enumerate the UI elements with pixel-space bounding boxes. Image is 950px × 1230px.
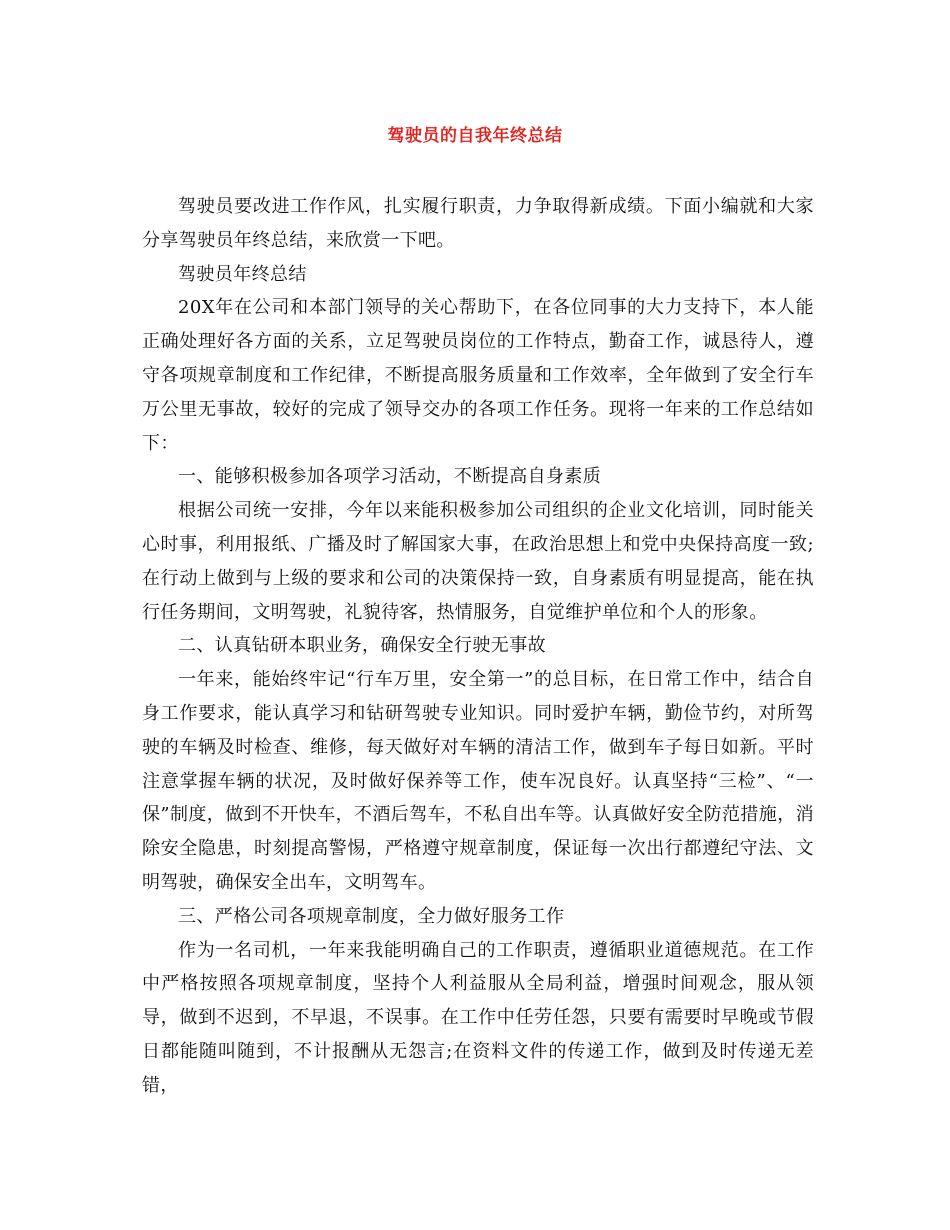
paragraph-intro: 驾驶员要改进工作作风，扎实履行职责，力争取得新成绩。下面小编就和大家分享驾驶员年终总结，来欣赏一下吧。 <box>142 196 814 251</box>
paragraph-section-2: 一年来，能始终牢记“行车万里，安全第一”的总目标，在日常工作中，结合自身工作要求，能认真学习和钻研驾驶专业知识。同时爱护车辆，勤俭节约，对所驾驶的车辆及时检查、维修，每天做好对车辆的清洁工作，做到车子每日如新。平时注意掌握车辆的状况，及时做好保养等工作，使车况良好。认真坚持“三检”、“一保”制度，做到不开快车，不酒后驾车，不私自出车等。认真做好安全防范措施，消除安全隐患，时刻提高警惕，严格遵守规章制度，保证每一次出行都遵纪守法、文明驾驶，确保安全出车，文明驾车。 <box>142 669 814 893</box>
paragraph-section-1: 根据公司统一安排，今年以来能积极参加公司组织的企业文化培训，同时能关心时事，利用报纸、广播及时了解国家大事，在政治思想上和党中央保持高度一致;在行动上做到与上级的要求和公司的决策保持一致，自身素质有明显提高，能在执行任务期间，文明驾驶，礼貌待客，热情服务，自觉维护单位和个人的形象。 <box>142 500 814 623</box>
document-title: 驾驶员的自我年终总结 <box>387 126 563 146</box>
paragraph-overview: 20X年在公司和本部门领导的关心帮助下，在各位同事的大力支持下，本人能正确处理好各方面的关系，立足驾驶员岗位的工作特点，勤奋工作，诚恳待人，遵守各项规章制度和工作纪律，不断提高服务质量和工作效率，全年做到了安全行车万公里无事故，较好的完成了领导交办的各项工作任务。现将一年来的工作总结如下： <box>142 297 814 454</box>
paragraph-section-3: 作为一名司机，一年来我能明确自己的工作职责，遵循职业道德规范。在工作中严格按照各项规章制度，坚持个人利益服从全局利益，增强时间观念，服从领导，做到不迟到，不早退，不误事。在工作中任劳任怨，只要有需要时早晚或节假日都能随叫随到，不计报酬从无怨言;在资料文件的传递工作，做到及时传递无差错， <box>142 939 814 1096</box>
section-heading-2: 二、认真钻研本职业务，确保安全行驶无事故 <box>178 635 546 657</box>
section-heading-3: 三、严格公司各项规章制度，全力做好服务工作 <box>178 905 565 927</box>
paragraph-subtitle: 驾驶员年终总结 <box>178 263 307 285</box>
section-heading-1: 一、能够积极参加各项学习活动，不断提高自身素质 <box>178 466 602 488</box>
document-body <box>142 190 814 1103</box>
